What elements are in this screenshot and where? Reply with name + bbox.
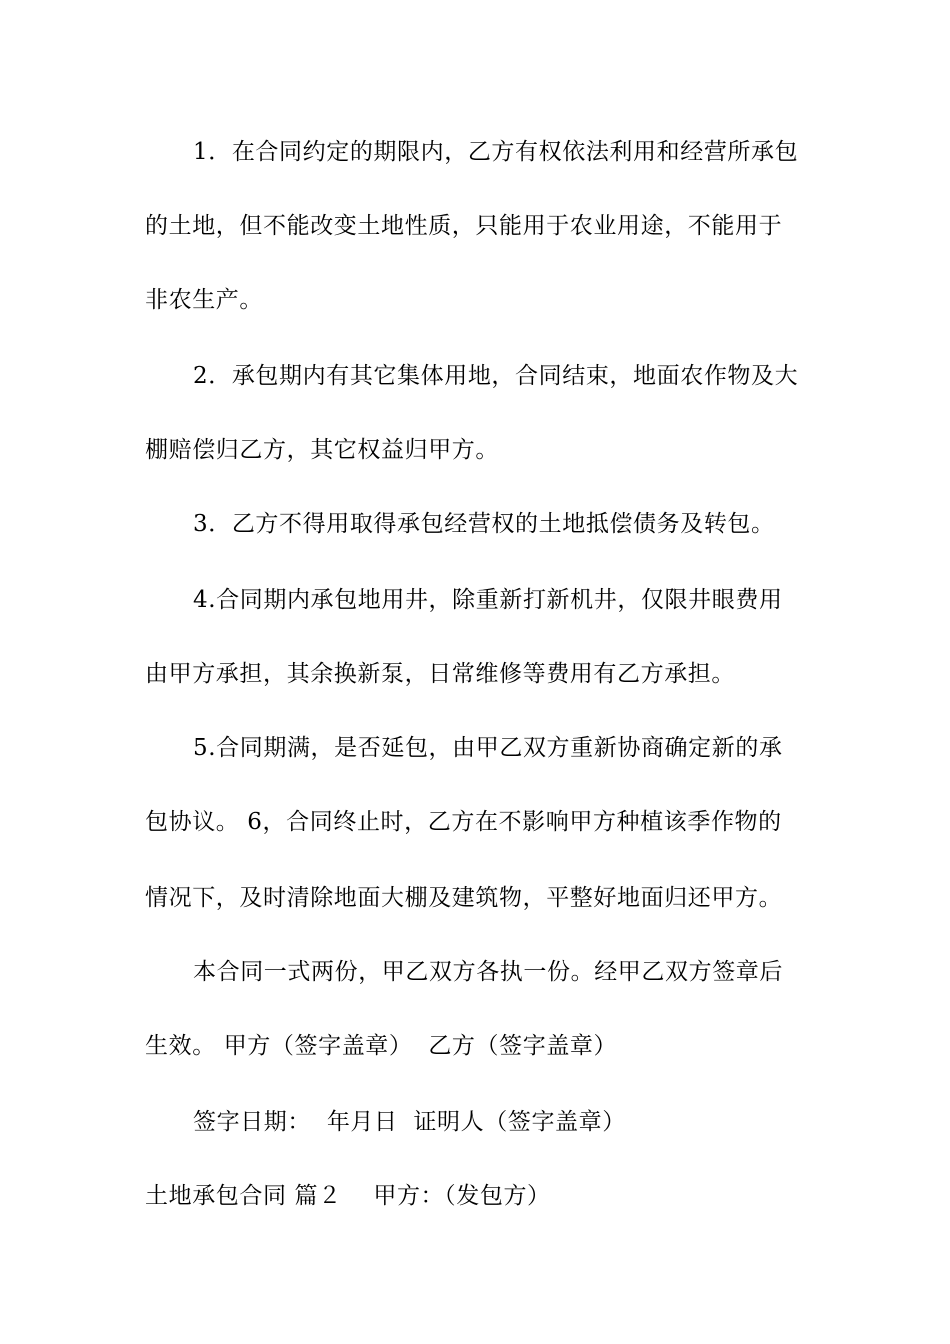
paragraph-5-line-3: 情况下，及时清除地面大棚及建筑物，平整好地面归还甲方。	[145, 885, 783, 911]
paragraph-1-line-3: 非农生产。	[145, 287, 263, 313]
paragraph-2-line-1: 2．承包期内有其它集体用地，合同结束，地面农作物及大	[193, 363, 799, 389]
paragraph-4-line-1: 4.合同期内承包地用井，除重新打新机井，仅限井眼费用	[193, 587, 783, 613]
paragraph-3-line-1: 3．乙方不得用取得承包经营权的土地抵偿债务及转包。	[193, 511, 775, 537]
signature-date-line: 签字日期： 年月日 证明人（签字盖章）	[193, 1109, 626, 1135]
paragraph-5-line-1: 5.合同期满，是否延包，由甲乙双方重新协商确定新的承	[193, 735, 783, 761]
paragraph-5-line-2: 包协议。 6，合同终止时，乙方在不影响甲方种植该季作物的	[145, 809, 782, 835]
section-heading-line: 土地承包合同 篇２ 甲方：（发包方）	[145, 1183, 551, 1209]
paragraph-1-line-2: 的土地，但不能改变土地性质，只能用于农业用途，不能用于	[145, 213, 783, 239]
paragraph-2-line-2: 棚赔偿归乙方，其它权益归甲方。	[145, 437, 499, 463]
paragraph-6-line-1: 本合同一式两份，甲乙双方各执一份。经甲乙双方签章后	[193, 959, 783, 985]
paragraph-6-line-2: 生效。 甲方（签字盖章） 乙方（签字盖章）	[145, 1033, 618, 1059]
paragraph-1-line-1: 1．在合同约定的期限内，乙方有权依法利用和经营所承包	[193, 139, 799, 165]
paragraph-4-line-2: 由甲方承担，其余换新泵，日常维修等费用有乙方承担。	[145, 661, 735, 687]
